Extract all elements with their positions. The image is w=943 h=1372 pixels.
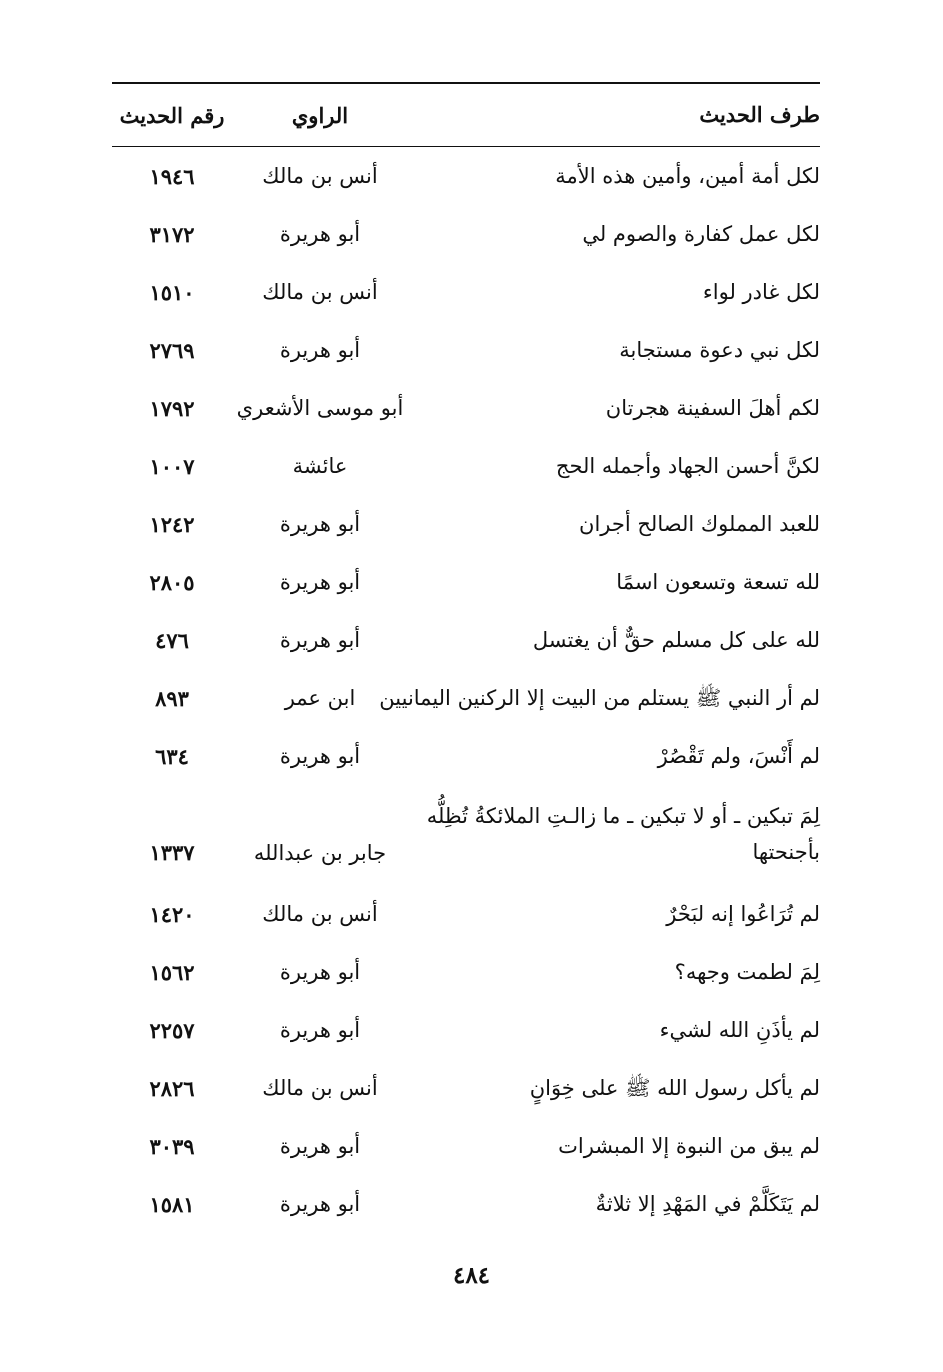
table-row — [112, 495, 820, 553]
hadith-index-table — [112, 82, 820, 1233]
narrator-name: جابر بن عبدالله — [253, 841, 387, 865]
table-row — [112, 1059, 820, 1117]
narrator-name: أبو هريرة — [279, 1134, 361, 1158]
hadith-text: لِمَ تبكين ـ أو لا تبكين ـ ما زالـتِ الملائكةُ تُظِلُّه بأجنحتها — [426, 803, 820, 865]
hadith-number: ٣٠٣٩ — [149, 1133, 195, 1159]
table-row — [112, 553, 820, 611]
table-row — [112, 885, 820, 943]
narrator-name: أبو هريرة — [279, 744, 361, 768]
hadith-text: لم أر النبي ﷺ يستلم من البيت إلا الركنين اليمانيين — [379, 685, 820, 710]
hadith-text: لِمَ لطمت وجهه؟ — [674, 959, 820, 984]
hadith-text: لكل أمة أمين، وأمين هذه الأمة — [555, 163, 820, 188]
narrator-name: عائشة — [292, 454, 348, 478]
table-row — [112, 1175, 820, 1233]
narrator-name: أنس بن مالك — [262, 902, 378, 926]
table-row — [112, 379, 820, 437]
table-row — [112, 669, 820, 727]
table-row — [112, 1001, 820, 1059]
hadith-number: ٦٣٤ — [155, 743, 189, 769]
header-narrator: الراوي — [291, 102, 349, 128]
hadith-number: ١٤٢٠ — [149, 901, 195, 927]
hadith-text: لله تسعة وتسعون اسمًا — [616, 569, 820, 594]
narrator-name: أبو هريرة — [279, 222, 361, 246]
narrator-name: ابن عمر — [284, 686, 356, 710]
narrator-name: أنس بن مالك — [262, 1076, 378, 1100]
table-row — [112, 943, 820, 1001]
hadith-text: لكنَّ أحسن الجهاد وأجمله الحج — [555, 453, 820, 478]
header-hadith: طرف الحديث — [699, 101, 820, 127]
hadith-number: ١٥٦٢ — [149, 959, 195, 985]
hadith-number: ١٥٨١ — [149, 1191, 195, 1217]
hadith-text: لم يأذَنِ الله لشيء — [659, 1017, 820, 1042]
table-row — [112, 611, 820, 669]
table-row — [112, 1117, 820, 1175]
hadith-text: لكل عمل كفارة والصوم لي — [582, 221, 820, 246]
narrator-name: أبو هريرة — [279, 960, 361, 984]
hadith-number: ٨٩٣ — [155, 685, 189, 711]
hadith-number: ٢٨٢٦ — [149, 1075, 195, 1101]
hadith-text: لم يَتَكَلَّمْ في المَهْدِ إلا ثلاثةٌ — [595, 1191, 820, 1216]
hadith-text: لكم أهلَ السفينة هجرتان — [605, 395, 820, 420]
hadith-text: لكل نبي دعوة مستجابة — [619, 337, 820, 362]
hadith-number: ١٣٣٧ — [149, 840, 195, 865]
narrator-name: أنس بن مالك — [262, 164, 378, 188]
hadith-text: لم أَنْسَ، ولم تَقْصُرْ — [657, 743, 820, 768]
hadith-number: ١٧٩٢ — [149, 395, 195, 421]
table-row — [112, 205, 820, 263]
hadith-number: ٤٧٦ — [155, 627, 189, 653]
hadith-text: لم يبق من النبوة إلا المبشرات — [558, 1133, 820, 1158]
narrator-name: أنس بن مالك — [262, 280, 378, 304]
hadith-number: ١٥١٠ — [149, 279, 195, 305]
hadith-text: لله على كل مسلم حقٌّ أن يغتسل — [532, 627, 820, 652]
narrator-name: أبو موسى الأشعري — [236, 396, 404, 420]
hadith-number: ١٩٤٦ — [149, 163, 195, 189]
table-row — [112, 785, 820, 885]
page-number: ٤٨٤ — [452, 1262, 491, 1289]
header-number: رقم الحديث — [119, 102, 225, 128]
table-row — [112, 321, 820, 379]
table-row — [112, 263, 820, 321]
narrator-name: أبو هريرة — [279, 1192, 361, 1216]
hadith-number: ٣١٧٢ — [149, 221, 195, 247]
narrator-name: أبو هريرة — [279, 628, 361, 652]
hadith-text: لم تُرَاعُوا إنه لبَحْرٌ — [666, 901, 820, 926]
hadith-number: ١٢٤٢ — [149, 511, 195, 537]
narrator-name: أبو هريرة — [279, 1018, 361, 1042]
table-header — [112, 84, 820, 146]
table-row — [112, 437, 820, 495]
hadith-number: ٢٢٥٧ — [149, 1017, 195, 1043]
hadith-text: لم يأكل رسول الله ﷺ على خِوَانٍ — [529, 1075, 820, 1100]
narrator-name: أبو هريرة — [279, 338, 361, 362]
hadith-number: ٢٨٠٥ — [149, 569, 195, 595]
hadith-number: ٢٧٦٩ — [149, 337, 195, 363]
table-row — [112, 727, 820, 785]
table-row — [112, 147, 820, 205]
hadith-text: لكل غادر لواء — [702, 279, 820, 304]
narrator-name: أبو هريرة — [279, 512, 361, 536]
narrator-name: أبو هريرة — [279, 570, 361, 594]
hadith-number: ١٠٠٧ — [149, 453, 195, 479]
hadith-text: للعبد المملوك الصالح أجران — [579, 511, 820, 536]
